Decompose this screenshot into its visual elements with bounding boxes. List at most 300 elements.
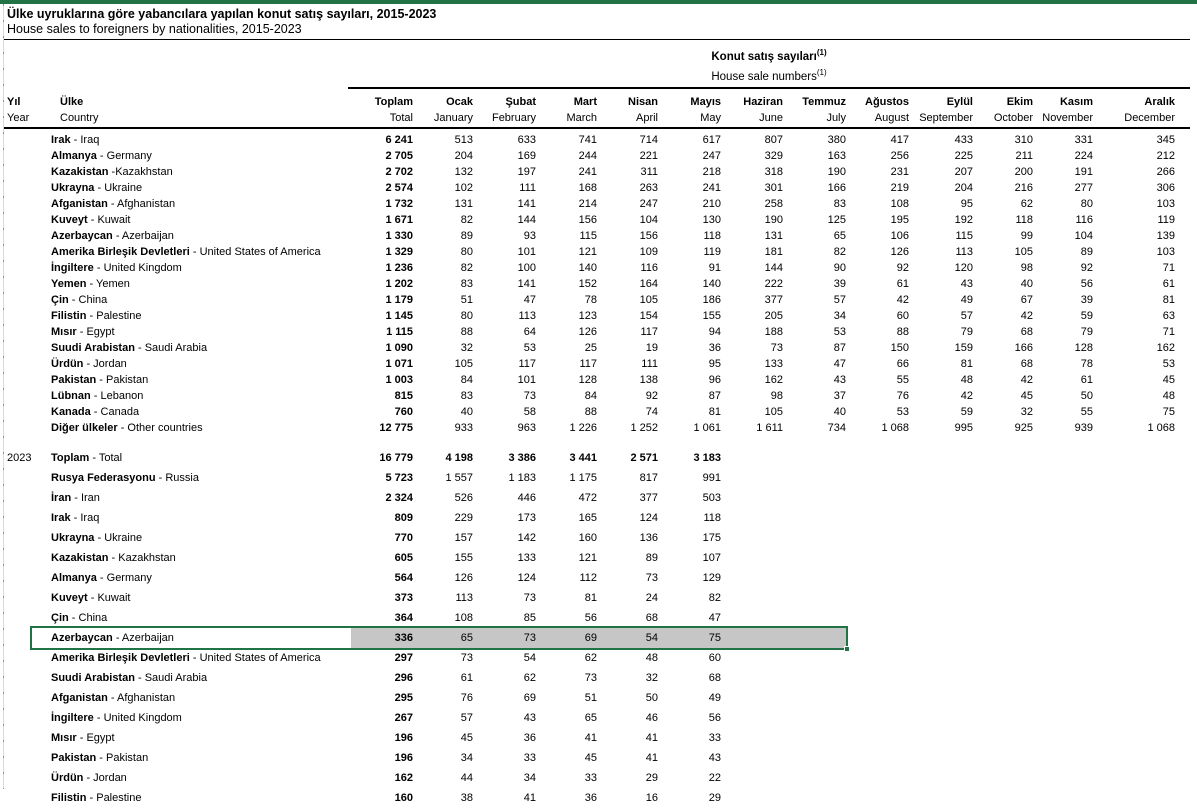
cell-value[interactable]: 103 [1156,245,1175,258]
cell-value[interactable]: 76 [460,691,473,704]
cell-country[interactable]: Ukrayna - Ukraine [51,181,143,194]
cell-value[interactable] [721,588,783,608]
cell-value[interactable]: 79 [960,325,973,338]
cell-value[interactable]: 61 [1080,373,1093,386]
cell-value[interactable]: 277 [1074,181,1093,194]
cell-value[interactable] [721,688,783,708]
cell-value[interactable] [783,748,846,768]
cell-value[interactable]: 204 [454,149,473,162]
cell-value[interactable]: 102 [454,181,473,194]
cell-country[interactable]: Ürdün - Jordan [51,357,127,370]
cell-value[interactable] [973,608,1033,628]
cell-value[interactable]: 1 061 [693,421,721,434]
cell-year[interactable] [3,340,33,356]
cell-value[interactable] [1093,688,1175,708]
cell-value[interactable] [783,648,846,668]
cell-value[interactable]: 222 [764,277,783,290]
cell-value[interactable]: 214 [578,197,597,210]
cell-value[interactable]: 33 [584,771,597,784]
cell-value[interactable] [721,668,783,688]
cell-value[interactable]: 141 [517,277,536,290]
cell-value[interactable]: 64 [523,325,536,338]
cell-year[interactable] [3,180,33,196]
cell-value[interactable]: 513 [454,133,473,146]
cell-value[interactable]: 59 [1080,309,1093,322]
cell-value[interactable]: 165 [578,511,597,524]
cell-year[interactable] [3,768,33,788]
cell-value[interactable]: 1 090 [385,341,413,354]
cell-country[interactable]: Kuveyt - Kuwait [51,591,131,604]
cell-value[interactable]: 329 [764,149,783,162]
cell-country[interactable]: Suudi Arabistan - Saudi Arabia [51,671,208,684]
cell-value[interactable]: 186 [702,293,721,306]
cell-value[interactable] [1093,508,1175,528]
cell-value[interactable] [721,648,783,668]
cell-value[interactable]: 159 [954,341,973,354]
cell-value[interactable]: 3 441 [569,451,597,464]
cell-value[interactable]: 105 [639,293,658,306]
cell-value[interactable]: 205 [764,309,783,322]
cell-value[interactable]: 100 [517,261,536,274]
cell-value[interactable]: 770 [394,531,413,544]
cell-value[interactable]: 200 [1014,165,1033,178]
cell-value[interactable]: 36 [584,791,597,804]
cell-value[interactable]: 59 [960,405,973,418]
cell-value[interactable]: 41 [523,791,536,804]
cell-country[interactable]: İran - Iran [51,491,100,504]
cell-value[interactable]: 42 [1020,373,1033,386]
cell-value[interactable]: 104 [1074,229,1093,242]
cell-value[interactable]: 62 [584,651,597,664]
cell-value[interactable] [783,508,846,528]
cell-value[interactable] [1033,788,1093,808]
cell-value[interactable]: 22 [708,771,721,784]
cell-year[interactable] [3,548,33,568]
cell-value[interactable]: 29 [645,771,658,784]
cell-value[interactable] [1093,628,1175,648]
cell-value[interactable]: 95 [708,357,721,370]
cell-value[interactable] [909,508,973,528]
cell-value[interactable]: 45 [1020,389,1033,402]
cell-value[interactable]: 939 [1074,421,1093,434]
cell-value[interactable]: 109 [639,245,658,258]
cell-value[interactable]: 117 [579,357,597,370]
cell-country[interactable]: Kazakistan - Kazakhstan [51,551,176,564]
cell-value[interactable]: 53 [833,325,846,338]
cell-value[interactable]: 82 [460,261,473,274]
cell-value[interactable] [721,448,783,468]
cell-value[interactable]: 144 [764,261,783,274]
cell-value[interactable]: 141 [517,197,536,210]
cell-value[interactable]: 195 [890,213,909,226]
cell-value[interactable]: 19 [645,341,658,354]
cell-value[interactable]: 80 [1080,197,1093,210]
cell-value[interactable]: 121 [578,551,597,564]
cell-value[interactable] [846,748,909,768]
cell-value[interactable]: 229 [454,511,473,524]
cell-value[interactable]: 48 [645,651,658,664]
cell-value[interactable]: 47 [708,611,721,624]
cell-value[interactable]: 81 [960,357,973,370]
cell-country[interactable]: Diğer ülkeler - Other countries [51,421,203,434]
cell-value[interactable]: 503 [702,491,721,504]
cell-value[interactable]: 118 [703,229,721,242]
cell-value[interactable]: 128 [578,373,597,386]
cell-value[interactable] [973,588,1033,608]
cell-value[interactable] [846,788,909,808]
cell-value[interactable] [1093,468,1175,488]
cell-value[interactable]: 99 [1020,229,1033,242]
cell-value[interactable]: 103 [1156,197,1175,210]
cell-value[interactable]: 133 [764,357,783,370]
cell-value[interactable] [846,568,909,588]
cell-value[interactable] [909,648,973,668]
cell-value[interactable]: 4 198 [445,451,473,464]
cell-value[interactable]: 46 [645,711,658,724]
cell-value[interactable]: 241 [702,181,721,194]
cell-value[interactable]: 67 [1020,293,1033,306]
cell-value[interactable]: 163 [827,149,846,162]
cell-value[interactable]: 69 [536,628,597,648]
cell-value[interactable]: 191 [1074,165,1093,178]
cell-value[interactable]: 47 [833,357,846,370]
cell-value[interactable] [973,488,1033,508]
cell-value[interactable]: 83 [460,277,473,290]
cell-value[interactable]: 2 702 [385,165,413,178]
cell-value[interactable]: 60 [896,309,909,322]
cell-value[interactable]: 166 [827,181,846,194]
cell-value[interactable]: 156 [578,213,597,226]
cell-value[interactable]: 5 723 [385,471,413,484]
cell-value[interactable]: 101 [517,373,536,386]
cell-value[interactable]: 162 [764,373,783,386]
cell-value[interactable] [973,728,1033,748]
cell-year[interactable] [3,708,33,728]
cell-value[interactable] [846,628,909,648]
cell-value[interactable]: 123 [578,309,597,322]
cell-value[interactable]: 62 [523,671,536,684]
cell-country[interactable]: Rusya Federasyonu - Russia [51,471,199,484]
cell-value[interactable]: 138 [639,373,658,386]
cell-value[interactable]: 417 [890,133,909,146]
cell-value[interactable] [973,568,1033,588]
cell-value[interactable]: 1 175 [569,471,597,484]
cell-value[interactable]: 311 [640,165,658,178]
cell-value[interactable]: 373 [394,591,413,604]
cell-value[interactable]: 266 [1156,165,1175,178]
cell-value[interactable] [783,768,846,788]
cell-value[interactable]: 190 [764,213,783,226]
cell-value[interactable]: 188 [764,325,783,338]
cell-country[interactable]: Mısır - Egypt [51,731,115,744]
cell-value[interactable]: 42 [1020,309,1033,322]
cell-value[interactable]: 42 [896,293,909,306]
cell-year[interactable] [3,404,33,420]
cell-value[interactable] [721,708,783,728]
cell-value[interactable]: 38 [460,791,473,804]
cell-year[interactable] [3,488,33,508]
cell-value[interactable]: 216 [1014,181,1033,194]
cell-value[interactable] [909,728,973,748]
cell-value[interactable]: 925 [1014,421,1033,434]
cell-value[interactable]: 160 [578,531,597,544]
cell-value[interactable]: 1 252 [630,421,658,434]
cell-value[interactable]: 45 [460,731,473,744]
cell-value[interactable]: 65 [833,229,846,242]
cell-value[interactable]: 87 [833,341,846,354]
cell-value[interactable]: 41 [645,731,658,744]
cell-value[interactable]: 55 [1080,405,1093,418]
cell-value[interactable]: 995 [954,421,973,434]
cell-value[interactable]: 817 [639,471,658,484]
cell-value[interactable]: 160 [394,791,413,804]
cell-value[interactable]: 364 [394,611,413,624]
cell-value[interactable]: 41 [645,751,658,764]
cell-value[interactable]: 256 [890,149,909,162]
cell-value[interactable] [1093,488,1175,508]
cell-value[interactable]: 71 [1162,261,1175,274]
cell-value[interactable]: 218 [702,165,721,178]
cell-value[interactable] [973,528,1033,548]
cell-value[interactable]: 84 [584,389,597,402]
cell-value[interactable]: 224 [1074,149,1093,162]
cell-value[interactable] [721,788,783,808]
cell-value[interactable] [783,728,846,748]
cell-value[interactable]: 34 [460,751,473,764]
cell-value[interactable] [909,788,973,808]
cell-value[interactable]: 126 [454,571,473,584]
cell-value[interactable]: 207 [954,165,973,178]
cell-value[interactable] [1033,688,1093,708]
cell-value[interactable]: 73 [645,571,658,584]
cell-year[interactable] [3,468,33,488]
cell-value[interactable]: 43 [960,277,973,290]
cell-value[interactable]: 40 [1020,277,1033,290]
cell-value[interactable]: 2 324 [385,491,413,504]
cell-value[interactable]: 154 [639,309,658,322]
cell-value[interactable]: 247 [702,149,721,162]
cell-value[interactable]: 605 [394,551,413,564]
cell-value[interactable]: 105 [1014,245,1033,258]
cell-value[interactable] [973,768,1033,788]
cell-value[interactable]: 1 068 [881,421,909,434]
cell-value[interactable]: 111 [641,357,658,370]
cell-year[interactable] [3,648,33,668]
cell-value[interactable]: 117 [518,357,536,370]
cell-value[interactable]: 116 [1075,213,1093,226]
cell-value[interactable]: 116 [640,261,658,274]
cell-value[interactable]: 131 [454,197,473,210]
cell-value[interactable]: 74 [645,405,658,418]
cell-value[interactable]: 162 [394,771,413,784]
cell-value[interactable]: 815 [394,389,413,402]
cell-value[interactable]: 1 236 [385,261,413,274]
cell-year[interactable] [3,388,33,404]
cell-year[interactable] [3,132,33,148]
cell-value[interactable]: 50 [645,691,658,704]
cell-value[interactable] [1033,608,1093,628]
cell-value[interactable] [1093,568,1175,588]
cell-value[interactable]: 76 [896,389,909,402]
cell-year[interactable] [3,588,33,608]
cell-value[interactable] [1033,708,1093,728]
cell-value[interactable]: 136 [639,531,658,544]
cell-value[interactable] [783,608,846,628]
cell-value[interactable] [909,628,973,648]
cell-value[interactable]: 39 [1080,293,1093,306]
cell-value[interactable]: 61 [1162,277,1175,290]
cell-value[interactable]: 36 [523,731,536,744]
cell-value[interactable] [973,668,1033,688]
cell-value[interactable] [783,668,846,688]
cell-value[interactable]: 82 [460,213,473,226]
cell-value[interactable]: 175 [702,531,721,544]
cell-value[interactable]: 24 [645,591,658,604]
cell-value[interactable]: 318 [764,165,783,178]
cell-country[interactable]: Filistin - Palestine [51,791,142,804]
cell-value[interactable] [846,648,909,668]
cell-value[interactable]: 1 068 [1147,421,1175,434]
cell-value[interactable] [1093,788,1175,808]
cell-value[interactable] [1093,528,1175,548]
cell-country[interactable]: Lübnan - Lebanon [51,389,144,402]
cell-value[interactable]: 244 [578,149,597,162]
cell-year[interactable] [3,728,33,748]
cell-value[interactable] [1093,728,1175,748]
cell-value[interactable] [721,608,783,628]
cell-value[interactable] [1033,488,1093,508]
cell-value[interactable] [721,568,783,588]
cell-value[interactable] [1033,548,1093,568]
cell-value[interactable]: 84 [460,373,473,386]
cell-value[interactable] [973,468,1033,488]
cell-value[interactable]: 32 [1020,405,1033,418]
cell-country[interactable]: Irak - Iraq [51,133,100,146]
cell-value[interactable]: 39 [833,277,846,290]
cell-value[interactable]: 89 [1080,245,1093,258]
cell-value[interactable]: 63 [1162,309,1175,322]
cell-value[interactable] [973,548,1033,568]
cell-value[interactable]: 73 [584,671,597,684]
cell-value[interactable]: 115 [579,229,597,242]
cell-value[interactable]: 219 [890,181,909,194]
cell-value[interactable]: 93 [523,229,536,242]
cell-value[interactable]: 75 [1162,405,1175,418]
cell-value[interactable]: 92 [1080,261,1093,274]
cell-value[interactable] [973,508,1033,528]
cell-value[interactable] [721,728,783,748]
cell-value[interactable]: 88 [460,325,473,338]
cell-value[interactable]: 89 [645,551,658,564]
cell-year[interactable] [3,196,33,212]
cell-value[interactable] [1093,448,1175,468]
cell-value[interactable]: 345 [1156,133,1175,146]
cell-value[interactable] [721,748,783,768]
cell-value[interactable]: 156 [639,229,658,242]
cell-value[interactable] [1033,768,1093,788]
cell-country[interactable]: Kazakistan -Kazakhstan [51,165,173,178]
cell-value[interactable]: 73 [473,628,536,648]
cell-value[interactable]: 140 [578,261,597,274]
cell-value[interactable]: 73 [770,341,783,354]
cell-value[interactable]: 564 [394,571,413,584]
cell-value[interactable] [909,548,973,568]
cell-value[interactable]: 82 [833,245,846,258]
cell-year[interactable] [3,508,33,528]
cell-year[interactable] [3,164,33,180]
cell-value[interactable]: 741 [578,133,597,146]
cell-value[interactable]: 306 [1156,181,1175,194]
cell-year[interactable] [3,212,33,228]
cell-year[interactable]: 2023 [7,451,32,464]
cell-value[interactable]: 81 [708,405,721,418]
cell-value[interactable] [1033,668,1093,688]
cell-value[interactable]: 91 [708,261,721,274]
cell-value[interactable]: 181 [764,245,783,258]
cell-value[interactable]: 71 [1162,325,1175,338]
cell-value[interactable]: 53 [896,405,909,418]
cell-value[interactable]: 33 [523,751,536,764]
cell-value[interactable]: 150 [890,341,909,354]
cell-value[interactable]: 57 [460,711,473,724]
cell-value[interactable] [909,568,973,588]
cell-value[interactable] [909,588,973,608]
cell-value[interactable]: 128 [1074,341,1093,354]
cell-value[interactable]: 125 [827,213,846,226]
cell-value[interactable]: 95 [960,197,973,210]
cell-value[interactable]: 124 [517,571,536,584]
cell-value[interactable] [846,468,909,488]
cell-value[interactable]: 1 145 [385,309,413,322]
cell-value[interactable] [783,468,846,488]
cell-value[interactable]: 43 [523,711,536,724]
cell-value[interactable]: 56 [584,611,597,624]
cell-value[interactable] [1033,628,1093,648]
cell-value[interactable] [909,488,973,508]
cell-value[interactable]: 714 [639,133,658,146]
cell-value[interactable]: 104 [639,213,658,226]
cell-value[interactable]: 75 [658,628,721,648]
cell-value[interactable] [783,628,846,648]
cell-country[interactable]: Çin - China [51,611,108,624]
cell-value[interactable]: 108 [890,197,909,210]
cell-country[interactable]: Afganistan - Afghanistan [51,197,176,210]
cell-value[interactable]: 197 [517,165,536,178]
cell-value[interactable]: 66 [896,357,909,370]
cell-value[interactable]: 734 [827,421,846,434]
cell-value[interactable] [909,768,973,788]
cell-country[interactable]: İngiltere - United Kingdom [51,261,182,274]
cell-value[interactable]: 117 [640,325,658,338]
cell-value[interactable] [721,628,783,648]
cell-value[interactable]: 2 571 [630,451,658,464]
cell-value[interactable]: 96 [708,373,721,386]
cell-value[interactable]: 94 [708,325,721,338]
cell-country[interactable]: Pakistan - Pakistan [51,373,149,386]
cell-value[interactable]: 196 [394,751,413,764]
cell-value[interactable]: 73 [523,591,536,604]
cell-value[interactable]: 1 330 [385,229,413,242]
cell-value[interactable]: 92 [645,389,658,402]
cell-value[interactable]: 119 [1157,213,1175,226]
cell-country[interactable]: Irak - Iraq [51,511,100,524]
cell-value[interactable]: 212 [1156,149,1175,162]
cell-value[interactable]: 43 [833,373,846,386]
cell-value[interactable] [783,708,846,728]
cell-value[interactable] [909,708,973,728]
cell-value[interactable] [846,728,909,748]
cell-value[interactable]: 61 [460,671,473,684]
